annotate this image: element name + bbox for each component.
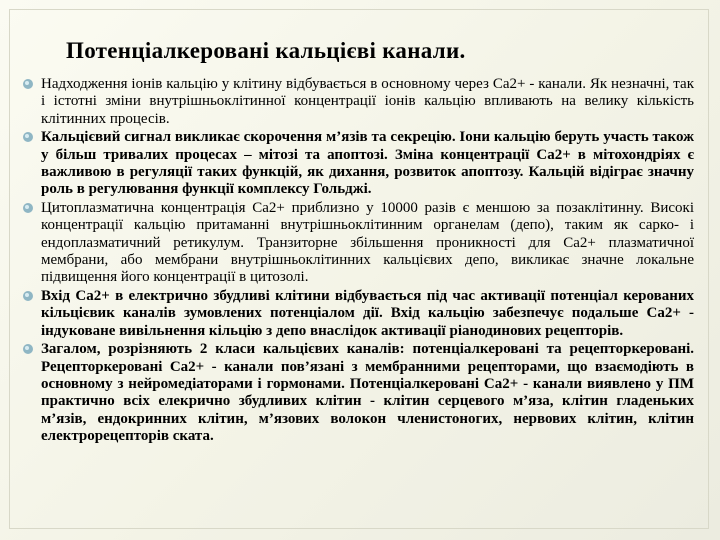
bullet-text: Цитоплазматична концентрація Ca2+ приблизно у 10000 разів є меншою за позаклітинну. Високі концентрації кальцію притаманні внутрішньоклітинним органелам (депо), таким як сарко- і ендоплазматичний ретикулум. Транзиторне збільшення проникності для Ca2+ плазматичної мембрани, або мембрани внутрішньоклітинних кальцієвих депо, викликає значне локальне підвищення його концентрації в цитозолі.	[41, 199, 694, 286]
round-bullet-icon	[22, 290, 34, 302]
bullet-item	[22, 76, 694, 128]
bullet-item	[22, 288, 694, 340]
round-bullet-icon	[22, 78, 34, 90]
bullet-text: Надходження іонів кальцію у клітину відбувається в основному через Ca2+ - канали. Як незначні, так і істотні зміни внутрішньоклітинної концентрації іонів кальцію впливають на велику кількість клітинних процесів.	[41, 76, 694, 127]
round-bullet-icon	[22, 202, 34, 214]
bullet-text: Кальцієвий сигнал викликає скорочення м’язів та секрецію. Іони кальцію беруть участь також у більш тривалих процесах – мітозі та апоптозі. Зміна концентрації Ca2+ в мітохондріях є важливою в регуляції таких функцій, як дихання, розвиток апоптозу. Кальцій відіграє значну роль в регулювання функції комплексу Гольджі.	[41, 129, 694, 198]
bullet-list	[22, 76, 694, 447]
round-bullet-icon	[22, 343, 34, 355]
slide-title: Потенціалкеровані кальцієві канали.	[66, 38, 466, 63]
bullet-item	[22, 129, 694, 199]
bullet-item	[22, 200, 694, 287]
bullet-item	[22, 341, 694, 445]
bullet-text: Загалом, розрізняють 2 класи кальцієвих каналів: потенціалкеровані та рецепторкеровані.	[41, 341, 694, 358]
bullet-text: Вхід Ca2+ в електрично збудливі клітини відбувається під час активації потенціал керованих кільцієвик каналів зумовлених потенціалом дії. Вхід кальцію забезпечує подальше Ca2+ - індуковане вивільнення кільцію з депо внаслідок активації ріанодинових рецепторів.	[41, 287, 694, 339]
bullet-text: Рецепторкеровані Ca2+ - канали пов’язані з мембранними рецепторами, що взаємодіють в основному з нейромедіаторами і гормонами.	[41, 358, 694, 392]
round-bullet-icon	[22, 131, 34, 143]
bullet-text: Потенціалкеровані Ca2+ - канали виявлено у ПМ практично всіх елекричнo збудливих клітин - клітин серцевого м’яза, клітин гладеньких м’язів, ендокринних клітин, м’язових волокон членистоногих, нервових клітин, клітин електрорецепторів ската.	[41, 375, 694, 445]
